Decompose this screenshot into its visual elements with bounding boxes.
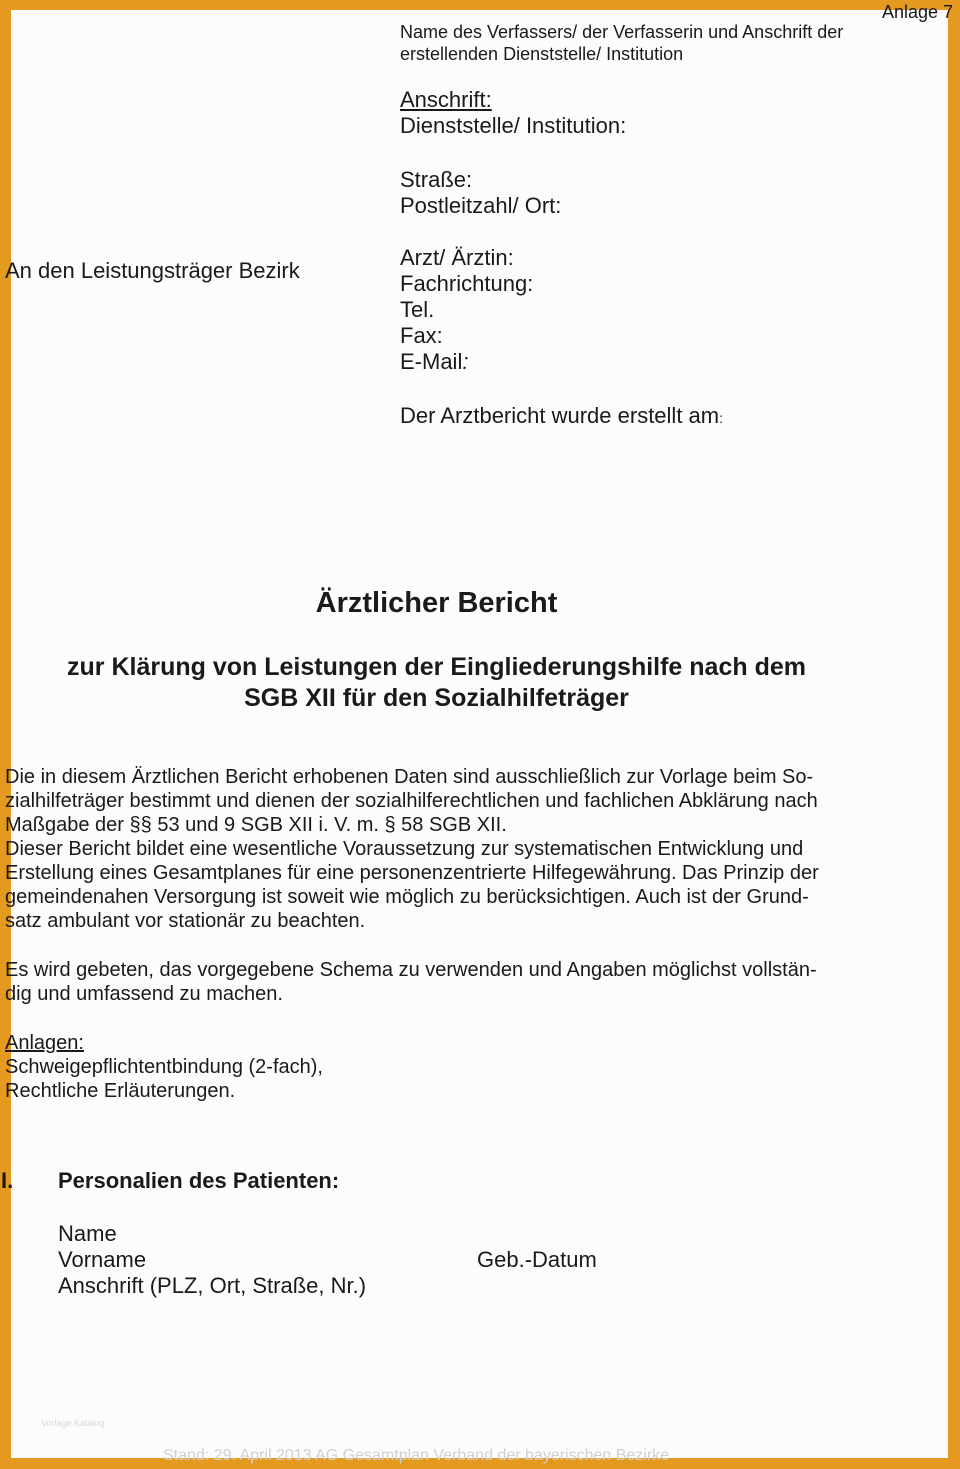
field-erstellt-label: Der Arztbericht wurde erstellt am bbox=[400, 403, 720, 428]
document-page bbox=[1, 2, 954, 1464]
watermark: Vorlage Katalog bbox=[41, 1418, 105, 1428]
request-line: Es wird gebeten, das vorgegebene Schema zu verwenden und Angaben möglichst vollstän- bbox=[5, 959, 817, 981]
anlagen-block bbox=[5, 1031, 323, 1103]
document-title: Ärztlicher Bericht bbox=[315, 587, 558, 619]
field-plz-ort: Postleitzahl/ Ort: bbox=[400, 193, 562, 218]
recipient: An den Leistungsträger Bezirk bbox=[5, 258, 300, 283]
patient-vorname-label: Vorname bbox=[58, 1247, 147, 1272]
field-fax: Fax: bbox=[400, 323, 443, 348]
intro-line: satz ambulant vor stationär zu beachten. bbox=[5, 910, 366, 932]
request-paragraph bbox=[5, 958, 817, 1006]
field-email-label: E-Mail bbox=[400, 349, 463, 374]
section-heading: Personalien des Patienten: bbox=[58, 1168, 340, 1193]
intro-line: Die in diesem Ärztlichen Bericht erhobenen Daten sind ausschließlich zur Vorlage beim So- bbox=[5, 766, 814, 788]
field-tel: Tel. bbox=[400, 297, 435, 322]
intro-paragraph bbox=[5, 765, 819, 933]
intro-line: Dieser Bericht bildet eine wesentliche Voraussetzung zur systematischen Entwicklung und bbox=[5, 838, 804, 860]
intro-line: zialhilfeträger bestimmt und dienen der sozialhilferechtlichen und fachlichen Abklärung nach bbox=[5, 790, 818, 812]
field-erstellt-colon: : bbox=[719, 410, 723, 426]
footer-text: Stand: 29. April 2013 AG Gesamtplan Verband der bayerischen Bezirke bbox=[163, 1447, 670, 1464]
address-heading: Anschrift: bbox=[400, 87, 492, 112]
field-email-colon: : bbox=[462, 349, 469, 374]
field-dienststelle: Dienststelle/ Institution: bbox=[400, 113, 627, 138]
field-erstellt bbox=[400, 403, 723, 431]
anlage-label: Anlage 7 bbox=[882, 2, 954, 22]
author-label-line2: erstellenden Dienststelle/ Institution bbox=[400, 44, 684, 64]
anlagen-item: Rechtliche Erläuterungen. bbox=[5, 1080, 236, 1102]
author-label-line1: Name des Verfassers/ der Verfasserin und Anschrift der bbox=[400, 22, 844, 42]
intro-line: Maßgabe der §§ 53 und 9 SGB XII i. V. m. § 58 SGB XII. bbox=[5, 814, 507, 836]
anlagen-item: Schweigepflichtentbindung (2-fach), bbox=[5, 1056, 323, 1078]
intro-line: Erstellung eines Gesamtplanes für eine personenzentrierte Hilfegewährung. Das Prinzip der bbox=[5, 862, 819, 884]
request-line: dig und umfassend zu machen. bbox=[5, 983, 283, 1005]
subtitle-line2: SGB XII für den Sozialhilfeträger bbox=[244, 684, 629, 712]
field-fachrichtung: Fachrichtung: bbox=[400, 271, 534, 296]
field-email bbox=[400, 349, 468, 375]
anlagen-heading: Anlagen: bbox=[5, 1032, 84, 1054]
intro-line: gemeindenahen Versorgung ist soweit wie möglich zu berücksichtigen. Auch ist der Grund- bbox=[5, 886, 809, 908]
field-strasse: Straße: bbox=[400, 167, 473, 192]
patient-geb-datum-label: Geb.-Datum bbox=[477, 1247, 597, 1272]
subtitle-line1: zur Klärung von Leistungen der Eingliederungshilfe nach dem bbox=[67, 653, 806, 681]
patient-anschrift-label: Anschrift (PLZ, Ort, Straße, Nr.) bbox=[58, 1273, 367, 1298]
field-arzt: Arzt/ Ärztin: bbox=[400, 245, 514, 270]
section-number: I. bbox=[1, 1168, 14, 1193]
patient-name-label: Name bbox=[58, 1221, 117, 1246]
